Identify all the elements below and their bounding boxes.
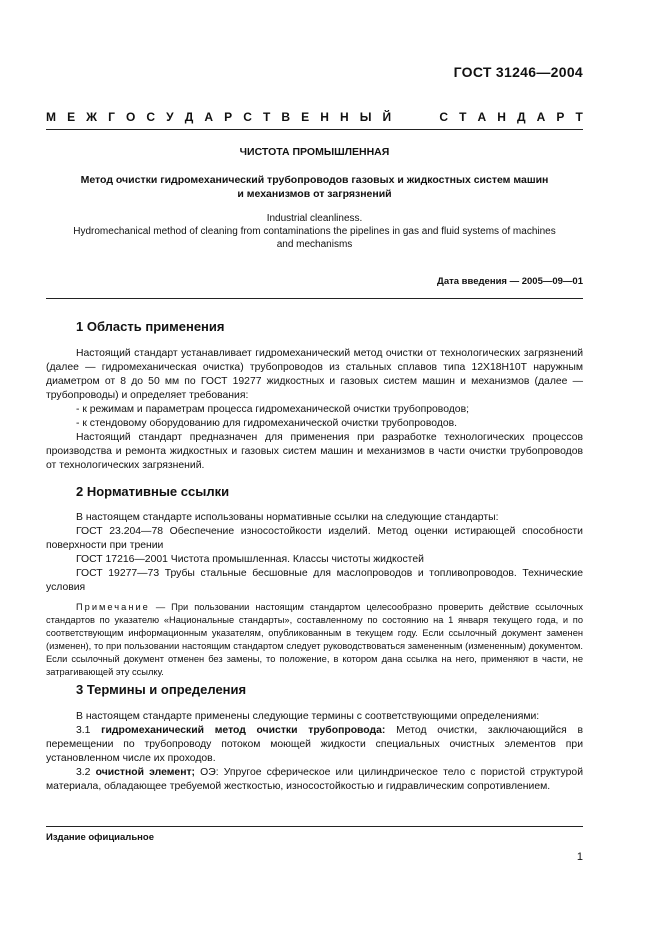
banner-letter: Р	[224, 110, 233, 124]
paragraph: В настоящем стандарте применены следующие термины с соответствующими определениями:	[76, 711, 540, 722]
title-rule	[46, 298, 583, 299]
section-body-terms	[46, 710, 583, 794]
banner-letter: М	[46, 110, 56, 124]
reference-item: ГОСТ 23.204—78 Обеспечение износостойкости изделий. Метод оценки истирающей способности поверхности при трении	[46, 526, 583, 551]
term-number: 3.2	[76, 767, 96, 778]
banner-letter: С	[243, 110, 252, 124]
header-rule	[46, 129, 583, 130]
banner-letter: Д	[184, 110, 194, 124]
section-heading-references: 2 Нормативные ссылки	[76, 484, 230, 499]
section-body-references	[46, 511, 583, 595]
banner-letter: Е	[301, 110, 310, 124]
banner-letter: А	[536, 110, 546, 124]
footer-rule	[46, 826, 583, 827]
banner-letter: Г	[108, 110, 115, 124]
subtitle-ru-line: и механизмов от загрязнений	[237, 188, 392, 200]
paragraph: Настоящий стандарт предназначен для применения при разработке технологических процессов производства и ремонта жидкостных и газовых систем машин и механизмов в части очистки трубопроводов от технологических загрязнений.	[46, 432, 583, 471]
reference-item: ГОСТ 17216—2001 Чистота промышленная. Классы чистоты жидкостей	[76, 554, 424, 565]
subtitle-en-line: and mechanisms	[276, 239, 353, 250]
banner-letter: Т	[262, 110, 271, 124]
banner-letter: У	[166, 110, 174, 124]
word-gap	[402, 110, 428, 124]
banner-letter: Н	[339, 110, 349, 124]
introduction-date: Дата введения — 2005—09—01	[437, 276, 583, 287]
document-title: ЧИСТОТА ПРОМЫШЛЕННАЯ	[239, 146, 390, 158]
banner-letter: В	[281, 110, 291, 124]
section-heading-scope: 1 Область применения	[76, 319, 225, 334]
list-item: - к стендовому оборудованию для гидромеханической очистки трубопроводов.	[76, 418, 458, 429]
document-subtitle-en	[46, 212, 583, 251]
banner-letter: О	[126, 110, 136, 124]
list-item: - к режимам и параметрам процесса гидромеханической очистки трубопроводов;	[76, 404, 469, 415]
banner-letter: Е	[67, 110, 76, 124]
reference-item: ГОСТ 19277—73 Трубы стальные бесшовные для маслопроводов и топливопроводов. Технические условия	[46, 568, 583, 593]
term-number: 3.1	[76, 725, 102, 736]
banner-letter: Д	[517, 110, 526, 124]
paragraph: В настоящем стандарте использованы нормативные ссылки на следующие стандарты:	[76, 512, 499, 523]
term-name: очистной элемент;	[95, 767, 196, 778]
banner-letter: С	[439, 110, 448, 124]
page-number: 1	[576, 851, 583, 863]
term-definition	[46, 766, 583, 794]
note-label: Примечание	[76, 602, 150, 612]
subtitle-ru-line: Метод очистки гидромеханический трубопроводов газовых и жидкостных систем машин	[80, 174, 549, 186]
banner-letter: С	[146, 110, 156, 124]
banner-letter: Т	[575, 110, 583, 124]
paragraph: Настоящий стандарт устанавливает гидромеханический метод очистки от технологических загрязнений (далее — гидромеханическая очистка) трубопроводов из стальных сплавов типа 12Х18Н10Т наружным диаметром от 8 до 50 мм по ГОСТ 19277 жидкостных и газовых систем машин и механизмов (далее — трубопроводы) и определяет требования:	[46, 348, 583, 401]
interstate-standard-banner	[46, 110, 583, 124]
term-text: Метод очистки, заключающийся в перемещении по трубопроводу потоком моющей жидкости специальных очистных элементов при установленном числе их проходов.	[46, 725, 583, 764]
banner-letter: Н	[497, 110, 506, 124]
banner-letter: Ы	[359, 110, 372, 124]
term-text: ОЭ: Упругое сферическое или цилиндрическое тело с пористой структурой материала, обладающее требуемой жесткостью, износостойкостью и гидравлическим сопротивлением.	[46, 767, 583, 792]
term-name: гидромеханический метод очистки трубопровода:	[101, 725, 386, 736]
subtitle-en-line: Hydromechanical method of cleaning from contaminations the pipelines in gas and fluid systems of machines	[73, 226, 556, 237]
banner-letter: Н	[320, 110, 329, 124]
banner-letter: А	[477, 110, 487, 124]
banner-letter: Р	[556, 110, 565, 124]
banner-letter: Т	[459, 110, 467, 124]
official-edition-label: Издание официальное	[46, 832, 154, 843]
section-body-scope	[46, 347, 583, 473]
banner-letter: А	[204, 110, 214, 124]
section-heading-terms: 3 Термины и определения	[76, 682, 247, 697]
term-definition	[46, 724, 583, 766]
banner-letter: Ж	[86, 110, 98, 124]
banner-letter: Й	[382, 110, 392, 124]
subtitle-en-line: Industrial cleanliness.	[266, 213, 363, 224]
document-number: ГОСТ 31246—2004	[453, 64, 583, 80]
note-text: — При пользовании настоящим стандартом целесообразно проверить действие ссылочных стандартов по указателю «Национальные стандарты», составленному по состоянию на 1 января текущего года, и по соответствующим информационным указателям, опубликованным в текущем году. Если ссылочный документ заменен (изменен), то при пользовании настоящим стандартом следует руководствоваться замененным (измененным) документом. Если ссылочный документ отменен без замены, то положение, в котором дана ссылка на него, применяют в части, не затрагивающей эту ссылку.	[46, 602, 583, 677]
document-subtitle-ru	[46, 173, 583, 201]
references-note	[46, 601, 583, 679]
